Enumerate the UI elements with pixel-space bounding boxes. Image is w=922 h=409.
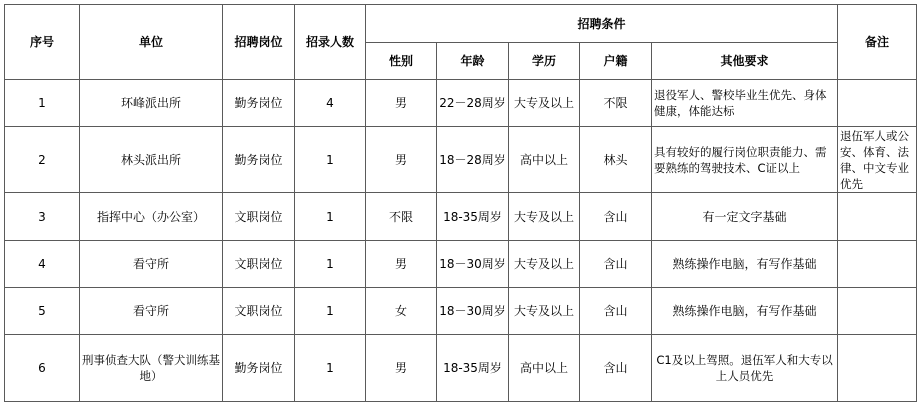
cell-seq: 1 xyxy=(5,80,80,127)
header-position: 招聘岗位 xyxy=(223,5,295,80)
cell-hukou: 含山 xyxy=(580,335,652,402)
cell-gender: 男 xyxy=(366,335,437,402)
cell-education: 大专及以上 xyxy=(509,241,580,288)
cell-unit: 林头派出所 xyxy=(80,127,223,193)
cell-age: 18-35周岁 xyxy=(437,335,509,402)
cell-gender: 不限 xyxy=(366,193,437,241)
cell-position: 文职岗位 xyxy=(223,241,295,288)
cell-seq: 2 xyxy=(5,127,80,193)
cell-remarks-empty xyxy=(838,193,917,241)
cell-count: 1 xyxy=(295,127,366,193)
table-row xyxy=(5,80,917,127)
table-row xyxy=(5,241,917,288)
cell-education: 高中以上 xyxy=(509,127,580,193)
cell-remarks: 退伍军人或公安、体育、法律、中文专业优先 xyxy=(838,127,917,193)
cell-unit: 指挥中心（办公室） xyxy=(80,193,223,241)
cell-other: C1及以上驾照。退伍军人和大专以上人员优先 xyxy=(652,335,838,402)
table-row xyxy=(5,193,917,241)
cell-other: 退役军人、警校毕业生优先、身体健康，体能达标 xyxy=(652,80,838,127)
cell-remarks-empty xyxy=(838,335,917,402)
cell-age: 22－28周岁 xyxy=(437,80,509,127)
cell-remarks-empty xyxy=(838,241,917,288)
header-conditions: 招聘条件 xyxy=(366,5,838,43)
header-count: 招录人数 xyxy=(295,5,366,80)
cell-age: 18－30周岁 xyxy=(437,241,509,288)
cell-position: 勤务岗位 xyxy=(223,335,295,402)
cell-unit: 刑事侦查大队（警犬训练基地） xyxy=(80,335,223,402)
cell-gender: 男 xyxy=(366,80,437,127)
cell-remarks-empty xyxy=(838,288,917,335)
cell-education: 高中以上 xyxy=(509,335,580,402)
cell-position: 文职岗位 xyxy=(223,193,295,241)
table-row xyxy=(5,288,917,335)
cell-count: 1 xyxy=(295,288,366,335)
cell-hukou: 不限 xyxy=(580,80,652,127)
cell-education: 大专及以上 xyxy=(509,193,580,241)
cell-age: 18-35周岁 xyxy=(437,193,509,241)
cell-seq: 5 xyxy=(5,288,80,335)
cell-education: 大专及以上 xyxy=(509,288,580,335)
cell-other: 具有较好的履行岗位职责能力、需要熟练的驾驶技术、C证以上 xyxy=(652,127,838,193)
header-hukou: 户籍 xyxy=(580,43,652,80)
cell-unit: 环峰派出所 xyxy=(80,80,223,127)
header-education: 学历 xyxy=(509,43,580,80)
cell-hukou: 含山 xyxy=(580,288,652,335)
cell-education: 大专及以上 xyxy=(509,80,580,127)
cell-seq: 4 xyxy=(5,241,80,288)
cell-count: 4 xyxy=(295,80,366,127)
cell-age: 18－28周岁 xyxy=(437,127,509,193)
cell-gender: 男 xyxy=(366,127,437,193)
cell-gender: 女 xyxy=(366,288,437,335)
header-age: 年龄 xyxy=(437,43,509,80)
cell-other: 熟练操作电脑，有写作基础 xyxy=(652,288,838,335)
cell-position: 文职岗位 xyxy=(223,288,295,335)
header-seq: 序号 xyxy=(5,5,80,80)
cell-remarks-empty xyxy=(838,80,917,127)
cell-seq: 6 xyxy=(5,335,80,402)
cell-other: 有一定文字基础 xyxy=(652,193,838,241)
cell-seq: 3 xyxy=(5,193,80,241)
cell-count: 1 xyxy=(295,241,366,288)
cell-count: 1 xyxy=(295,193,366,241)
cell-hukou: 含山 xyxy=(580,241,652,288)
cell-other: 熟练操作电脑，有写作基础 xyxy=(652,241,838,288)
cell-gender: 男 xyxy=(366,241,437,288)
header-row-1 xyxy=(5,5,917,43)
cell-unit: 看守所 xyxy=(80,288,223,335)
header-remarks: 备注 xyxy=(838,5,917,80)
header-gender: 性别 xyxy=(366,43,437,80)
table-row xyxy=(5,127,917,193)
cell-hukou: 含山 xyxy=(580,193,652,241)
cell-hukou: 林头 xyxy=(580,127,652,193)
header-other: 其他要求 xyxy=(652,43,838,80)
recruitment-table xyxy=(4,4,917,402)
cell-count: 1 xyxy=(295,335,366,402)
header-unit: 单位 xyxy=(80,5,223,80)
cell-position: 勤务岗位 xyxy=(223,80,295,127)
cell-age: 18－30周岁 xyxy=(437,288,509,335)
cell-unit: 看守所 xyxy=(80,241,223,288)
cell-position: 勤务岗位 xyxy=(223,127,295,193)
table-row xyxy=(5,335,917,402)
